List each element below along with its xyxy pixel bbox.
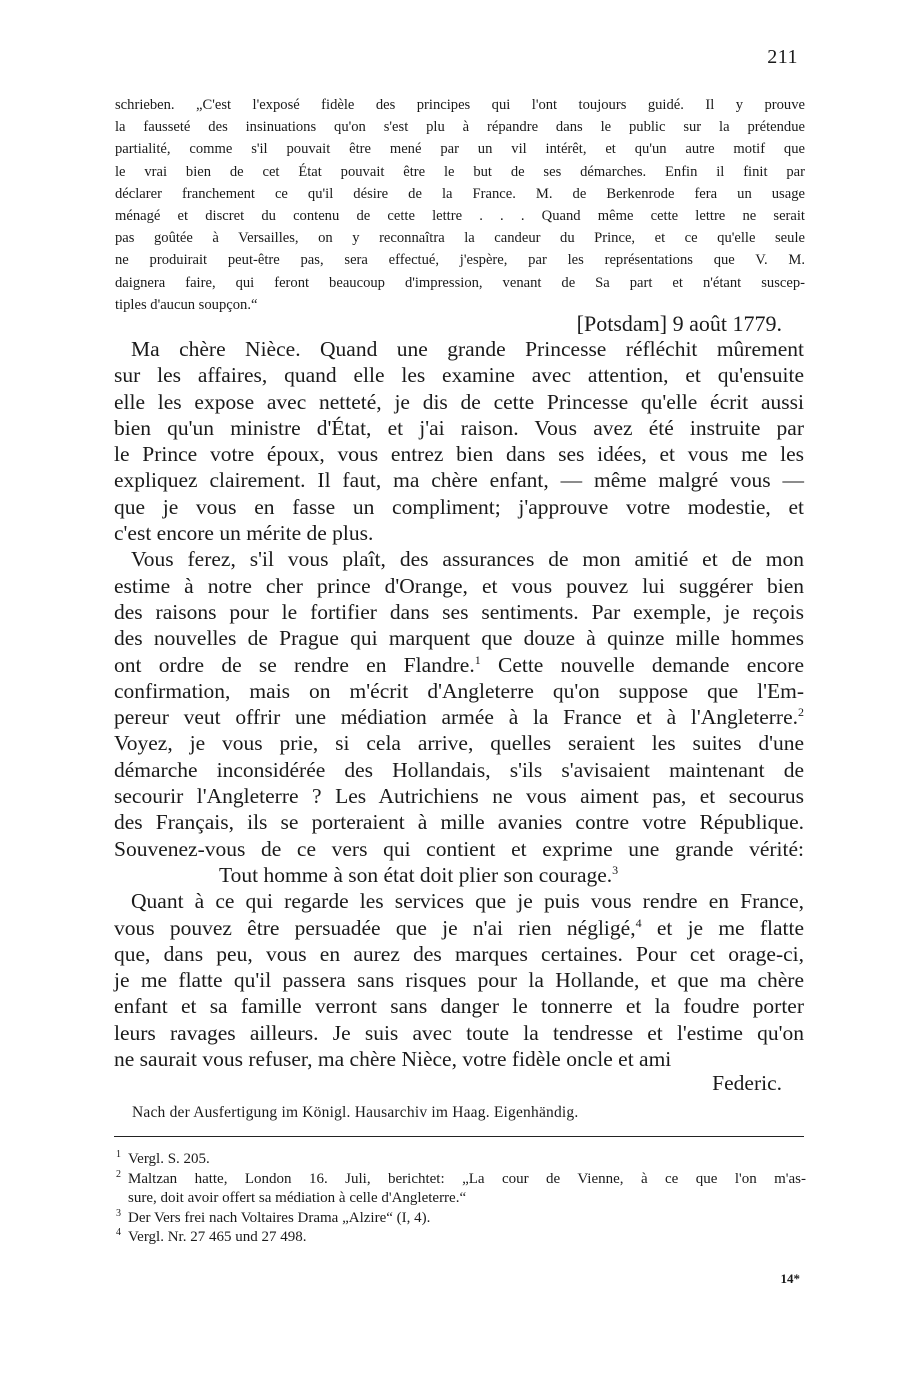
footnote-text: Der Vers frei nach Voltaires Drama „Alzire“ (I, 4).	[128, 1209, 431, 1226]
quote-line: schrieben. „C'est l'exposé fidèle des principes qui l'ont toujours guidé. Il y prouve	[115, 97, 805, 113]
footnote: 1 Vergl. S. 205.	[116, 1149, 210, 1167]
footnote-divider	[114, 1136, 804, 1137]
quote-line: la fausseté des insinuations qu'on s'est plu à répandre dans le public sur la prétendue	[115, 119, 805, 136]
letter-line: que je vous en fasse un compliment; j'approuve votre modestie, et	[114, 494, 804, 519]
letter-line: Quant à ce qui regarde les services que je puis vous rendre en France,	[131, 889, 804, 914]
archive-source-note: Nach der Ausfertigung im Königl. Hausarchiv im Haag. Eigenhändig.	[132, 1104, 579, 1121]
letter-line: ne saurait vous refuser, ma chère Nièce, votre fidèle oncle et ami	[114, 1047, 672, 1072]
letter-line: des raisons pour le fortifier dans ses sentiments. Par exemple, je reçois	[114, 599, 804, 624]
footnote-text: Maltzan hatte, London 16. Juli, berichtet: „La cour de Vienne, à ce que l'on m'as-	[128, 1170, 806, 1187]
quote-line: partialité, comme s'il pouvait être mené par un vil intérêt, et qu'un autre motif que	[115, 141, 805, 158]
quote-line: daignera faire, qui feront beaucoup d'impression, venant de Sa part et n'étant suscep-	[115, 274, 805, 291]
quote-line: pas goûtée à Versailles, on y reconnaîtra la candeur du Prince, et ce qu'elle seule	[115, 230, 805, 247]
letter-line: le Prince votre époux, vous entrez bien dans ses idées, et vous me les	[114, 442, 804, 467]
letter-text: vous pouvez être persuadée que je n'ai rien négligé,	[114, 915, 636, 940]
page-number: 211	[767, 46, 798, 68]
letter-body	[114, 336, 804, 1072]
letter-line: confirmation, mais on m'écrit d'Angleterre qu'on suppose que l'Em-	[114, 678, 804, 703]
letter-line: bien qu'un ministre d'État, et j'ai raison. Vous avez été instruite par	[114, 415, 804, 440]
quote-line: ne produirait peut-être pas, sera effectué, j'espère, par les représentations que V. M.	[115, 252, 805, 269]
letter-line: Voyez, je vous prie, si cela arrive, quelles seraient les suites d'une	[114, 731, 804, 756]
signature: Federic.	[712, 1071, 782, 1095]
letter-dateline: [Potsdam] 9 août 1779.	[576, 311, 782, 336]
quote-line: déclarer franchement ce qu'il désire de la France. M. de Berkenrode fera un usage	[115, 185, 805, 202]
letter-line	[114, 704, 804, 730]
footnote: 3 Der Vers frei nach Voltaires Drama „Alzire“ (I, 4).	[116, 1207, 431, 1226]
letter-line: elle les expose avec netteté, je dis de cette Princesse qu'elle écrit aussi	[114, 389, 804, 414]
letter-line: estime à notre cher prince d'Orange, et vous pouvez lui suggérer bien	[114, 573, 804, 598]
footnote-ref: 3	[612, 862, 619, 877]
letter-line	[114, 915, 804, 941]
letter-line: démarche inconsidérée des Hollandais, s'ils s'avisaient maintenant de	[114, 757, 804, 782]
footnote-ref: 2	[798, 705, 804, 719]
printer-signature-mark: 14*	[780, 1271, 800, 1286]
letter-line: des nouvelles de Prague qui marquent que douze à quinze mille hommes	[114, 626, 804, 651]
verse-line	[114, 862, 804, 888]
letter-line: Vous ferez, s'il vous plaît, des assurances de mon amitié et de mon	[131, 547, 804, 572]
letter-line: sur les affaires, quand elle les examine avec attention, et qu'ensuite	[114, 363, 804, 388]
letter-text: et je me flatte	[641, 915, 805, 940]
footnote-ref: 1	[474, 652, 481, 667]
letter-text: Tout homme à son état doit plier son courage.	[219, 862, 613, 887]
letter-text: pereur veut offrir une médiation armée à la France et à l'Angleterre.	[114, 705, 798, 730]
previous-footnote-quote	[115, 94, 805, 316]
letter-text: Cette nouvelle demande encore	[480, 652, 804, 677]
quote-line: tiples d'aucun soupçon.“	[115, 296, 258, 313]
footnote-text: Vergl. Nr. 27 465 und 27 498.	[128, 1229, 307, 1246]
letter-line: leurs ravages ailleurs. Je suis avec toute la tendresse et l'estime qu'on	[114, 1020, 804, 1045]
letter-line: je me flatte qu'il passera sans risques pour la Hollande, et que ma chère	[114, 968, 804, 993]
footnote-text: Vergl. S. 205.	[128, 1151, 210, 1167]
letter-line: c'est encore un mérite de plus.	[114, 521, 374, 546]
letter-line: enfant et sa famille verront sans danger le tonnerre et la foudre porter	[114, 994, 804, 1019]
footnote-continuation: sure, doit avoir offert sa médiation à celle d'Angleterre.“	[128, 1190, 467, 1207]
footnote: 4 Vergl. Nr. 27 465 und 27 498.	[116, 1227, 307, 1246]
letter-line: expliquez clairement. Il faut, ma chère enfant, — même malgré vous —	[114, 468, 804, 493]
footnote-ref: 4	[635, 915, 642, 930]
letter-line: des Français, ils se porteraient à mille avanies contre votre République.	[114, 810, 804, 835]
letter-line	[114, 652, 804, 678]
footnote: 2 Maltzan hatte, London 16. Juli, berichtet: „La cour de Vienne, à ce que l'on m'as-	[116, 1168, 806, 1187]
footnotes	[116, 1150, 806, 1248]
letter-line: Ma chère Nièce. Quand une grande Princesse réfléchit mûrement	[131, 337, 804, 361]
quote-line: ménagé et discret du contenu de cette lettre . . . Quand même cette lettre ne serait	[115, 208, 805, 225]
letter-line: que, dans peu, vous en aurez des marques certaines. Pour cet orage-ci,	[114, 941, 804, 966]
quote-line: le vrai bien de cet État pouvait être le but de ses démarches. Enfin il finit par	[115, 163, 805, 180]
letter-text: ont ordre de se rendre en Flandre.	[114, 652, 475, 677]
letter-line: secourir l'Angleterre ? Les Autrichiens ne vous aiment pas, et secourus	[114, 784, 804, 809]
letter-line: Souvenez-vous de ce vers qui contient et exprime une grande vérité:	[114, 836, 804, 861]
